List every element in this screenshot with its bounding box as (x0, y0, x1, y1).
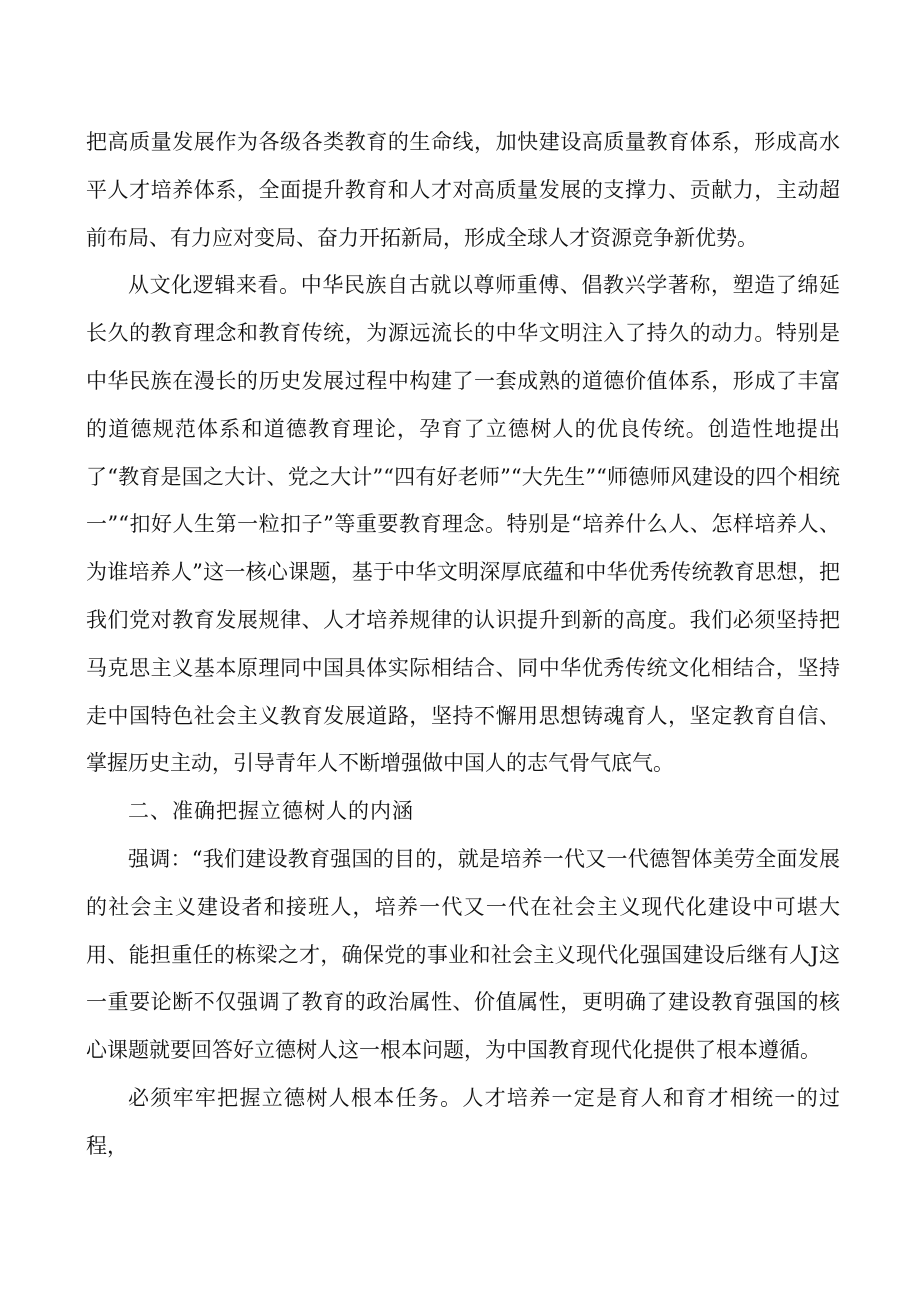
paragraph-core-task: 必须牢牢把握立德树人根本任务。人才培养一定是育人和育才相统一的过程， (86, 1085, 840, 1158)
document-body (86, 119, 840, 1171)
paragraph-continuation: 把高质量发展作为各级各类教育的生命线，加快建设高质量教育体系，形成高水平人才培养体系，全面提升教育和人才对高质量发展的支撑力、贡献力，主动超前布局、有力应对变局、奋力开拓新局，形成全球人才资源竞争新优势。 (86, 130, 840, 250)
paragraph-cultural-logic: 从文化逻辑来看。中华民族自古就以尊师重傅、倡教兴学著称，塑造了绵延长久的教育理念和教育传统，为源远流长的中华文明注入了持久的动力。特别是中华民族在漫长的历史发展过程中构建了一套成熟的道德价值体系，形成了丰富的道德规范体系和道德教育理论，孕育了立德树人的优良传统。创造性地提出了“教育是国之大计、党之大计”“四有好老师”“大先生”“师德师风建设的四个相统一”“扣好人生第一粒扣子”等重要教育理念。特别是“培养什么人、怎样培养人、为谁培养人”这一核心课题，基于中华文明深厚底蕴和中华优秀传统教育思想，把我们党对教育发展规律、人才培养规律的认识提升到新的高度。我们必须坚持把马克思主义基本原理同中国具体实际相结合、同中华优秀传统文化相结合，坚持走中国特色社会主义教育发展道路，坚持不懈用思想铸魂育人，坚定教育自信、掌握历史主动，引导青年人不断增强做中国人的志气骨气底气。 (86, 273, 840, 776)
paragraph-emphasis-quote: 强调：“我们建设教育强国的目的，就是培养一代又一代德智体美劳全面发展的社会主义建设者和接班人，培养一代又一代在社会主义现代化建设中可堪大用、能担重任的栋梁之才，确保党的事业和社会主义现代化强国建设后继有人J这一重要论断不仅强调了教育的政治属性、价值属性，更明确了建设教育强国的核心课题就要回答好立德树人这一根本问题，为中国教育现代化提供了根本遵循。 (86, 846, 840, 1063)
section-heading: 二、准确把握立德树人的内涵 (128, 799, 414, 824)
